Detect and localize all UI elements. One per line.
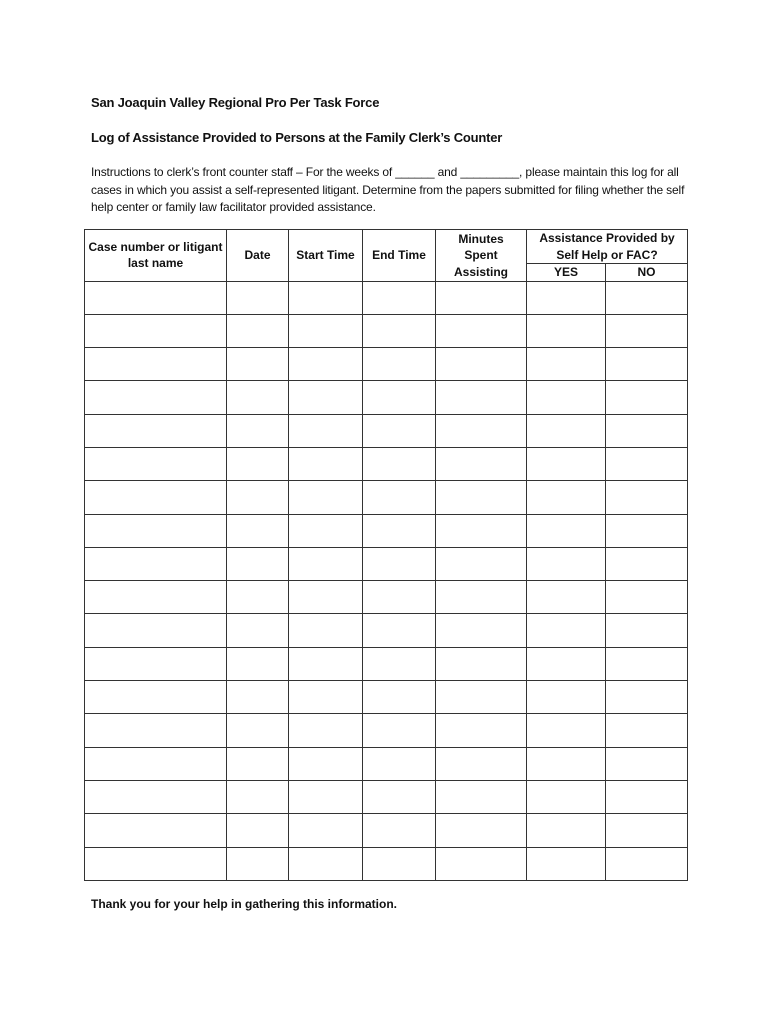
yes-cell (527, 814, 606, 847)
table-row (85, 714, 688, 747)
header-date: Date (227, 230, 289, 282)
header-minutes-spent (436, 230, 527, 282)
case-number-cell (85, 714, 227, 747)
no-cell (606, 647, 688, 680)
table-row (85, 481, 688, 514)
instructions-line: Instructions to clerk’s front counter staff – For the weeks of ______ and _________, please maintain this log for all (91, 165, 679, 179)
end-time-cell (363, 714, 436, 747)
no-cell (606, 281, 688, 314)
table-row (85, 814, 688, 847)
no-cell (606, 614, 688, 647)
case-number-cell (85, 681, 227, 714)
yes-cell (527, 714, 606, 747)
table-row (85, 447, 688, 480)
case-number-cell (85, 481, 227, 514)
no-cell (606, 814, 688, 847)
start-time-cell (289, 481, 363, 514)
minutes-cell (436, 314, 527, 347)
table-row (85, 381, 688, 414)
no-cell (606, 447, 688, 480)
date-cell (227, 481, 289, 514)
end-time-cell (363, 681, 436, 714)
case-number-cell (85, 647, 227, 680)
case-number-cell (85, 747, 227, 780)
table-row (85, 514, 688, 547)
table-row (85, 647, 688, 680)
date-cell (227, 514, 289, 547)
table-row (85, 681, 688, 714)
minutes-cell (436, 481, 527, 514)
no-cell (606, 847, 688, 880)
no-cell (606, 348, 688, 381)
case-number-cell (85, 814, 227, 847)
yes-cell (527, 314, 606, 347)
table-row (85, 314, 688, 347)
start-time-cell (289, 814, 363, 847)
case-number-cell (85, 447, 227, 480)
end-time-cell (363, 581, 436, 614)
organization-title: San Joaquin Valley Regional Pro Per Task Force (91, 95, 380, 110)
end-time-cell (363, 481, 436, 514)
end-time-cell (363, 614, 436, 647)
yes-cell (527, 514, 606, 547)
end-time-cell (363, 281, 436, 314)
instructions-paragraph (91, 164, 685, 217)
minutes-cell (436, 414, 527, 447)
date-cell (227, 314, 289, 347)
date-cell (227, 814, 289, 847)
minutes-cell (436, 547, 527, 580)
end-time-cell (363, 780, 436, 813)
minutes-cell (436, 747, 527, 780)
case-number-cell (85, 847, 227, 880)
closing-note: Thank you for your help in gathering this information. (91, 897, 398, 911)
date-cell (227, 847, 289, 880)
case-number-cell (85, 614, 227, 647)
start-time-cell (289, 647, 363, 680)
yes-cell (527, 681, 606, 714)
end-time-cell (363, 447, 436, 480)
case-number-cell (85, 581, 227, 614)
table-row (85, 747, 688, 780)
table-row (85, 847, 688, 880)
yes-cell (527, 847, 606, 880)
header-case-number-line2: last name (127, 256, 184, 271)
table-row (85, 547, 688, 580)
start-time-cell (289, 447, 363, 480)
yes-cell (527, 381, 606, 414)
end-time-cell (363, 381, 436, 414)
minutes-cell (436, 647, 527, 680)
date-cell (227, 414, 289, 447)
minutes-cell (436, 681, 527, 714)
header-start-time: Start Time (289, 230, 363, 282)
yes-cell (527, 414, 606, 447)
minutes-cell (436, 780, 527, 813)
no-cell (606, 681, 688, 714)
end-time-cell (363, 747, 436, 780)
yes-cell (527, 780, 606, 813)
minutes-cell (436, 348, 527, 381)
no-cell (606, 414, 688, 447)
header-no: NO (606, 264, 688, 282)
instructions-line: cases in which you assist a self-represented litigant. Determine from the papers submitted for filing whether the self (91, 182, 685, 197)
case-number-cell (85, 281, 227, 314)
date-cell (227, 281, 289, 314)
table-row (85, 414, 688, 447)
start-time-cell (289, 348, 363, 381)
start-time-cell (289, 780, 363, 813)
no-cell (606, 780, 688, 813)
start-time-cell (289, 681, 363, 714)
date-cell (227, 547, 289, 580)
start-time-cell (289, 314, 363, 347)
minutes-cell (436, 514, 527, 547)
start-time-cell (289, 614, 363, 647)
date-cell (227, 447, 289, 480)
yes-cell (527, 481, 606, 514)
end-time-cell (363, 514, 436, 547)
minutes-cell (436, 581, 527, 614)
date-cell (227, 780, 289, 813)
minutes-cell (436, 381, 527, 414)
minutes-cell (436, 281, 527, 314)
table-row (85, 581, 688, 614)
case-number-cell (85, 348, 227, 381)
instructions-line: help center or family law facilitator provided assistance. (91, 200, 376, 214)
case-number-cell (85, 780, 227, 813)
no-cell (606, 381, 688, 414)
no-cell (606, 481, 688, 514)
case-number-cell (85, 547, 227, 580)
table-body (85, 281, 688, 880)
minutes-cell (436, 814, 527, 847)
yes-cell (527, 747, 606, 780)
start-time-cell (289, 847, 363, 880)
end-time-cell (363, 814, 436, 847)
yes-cell (527, 348, 606, 381)
date-cell (227, 747, 289, 780)
yes-cell (527, 447, 606, 480)
end-time-cell (363, 847, 436, 880)
case-number-cell (85, 514, 227, 547)
no-cell (606, 747, 688, 780)
date-cell (227, 381, 289, 414)
table-row (85, 348, 688, 381)
minutes-cell (436, 714, 527, 747)
start-time-cell (289, 714, 363, 747)
table-row (85, 281, 688, 314)
date-cell (227, 714, 289, 747)
header-assistance-provided (527, 230, 688, 264)
start-time-cell (289, 514, 363, 547)
header-assistance-line2: Self Help or FAC? (556, 247, 658, 262)
yes-cell (527, 281, 606, 314)
assistance-log-table (84, 229, 688, 881)
no-cell (606, 581, 688, 614)
start-time-cell (289, 381, 363, 414)
header-case-number-line1: Case number or litigant (88, 239, 223, 254)
end-time-cell (363, 414, 436, 447)
end-time-cell (363, 314, 436, 347)
minutes-cell (436, 614, 527, 647)
log-title: Log of Assistance Provided to Persons at the Family Clerk’s Counter (91, 130, 503, 145)
no-cell (606, 314, 688, 347)
start-time-cell (289, 281, 363, 314)
yes-cell (527, 647, 606, 680)
header-case-number (85, 230, 227, 282)
case-number-cell (85, 314, 227, 347)
case-number-cell (85, 381, 227, 414)
end-time-cell (363, 547, 436, 580)
table-row (85, 780, 688, 813)
header-yes: YES (527, 264, 606, 282)
table-header (85, 230, 688, 282)
date-cell (227, 681, 289, 714)
minutes-cell (436, 447, 527, 480)
date-cell (227, 581, 289, 614)
header-end-time: End Time (363, 230, 436, 282)
header-minutes-line3: Assisting (453, 264, 508, 279)
header-minutes-line2: Spent (464, 248, 498, 262)
minutes-cell (436, 847, 527, 880)
header-assistance-line1: Assistance Provided by (539, 231, 675, 245)
start-time-cell (289, 581, 363, 614)
table-row (85, 614, 688, 647)
start-time-cell (289, 747, 363, 780)
date-cell (227, 647, 289, 680)
end-time-cell (363, 647, 436, 680)
date-cell (227, 348, 289, 381)
case-number-cell (85, 414, 227, 447)
start-time-cell (289, 547, 363, 580)
start-time-cell (289, 414, 363, 447)
no-cell (606, 547, 688, 580)
header-minutes-line1: Minutes (458, 231, 504, 246)
yes-cell (527, 581, 606, 614)
no-cell (606, 514, 688, 547)
yes-cell (527, 547, 606, 580)
no-cell (606, 714, 688, 747)
date-cell (227, 614, 289, 647)
end-time-cell (363, 348, 436, 381)
yes-cell (527, 614, 606, 647)
